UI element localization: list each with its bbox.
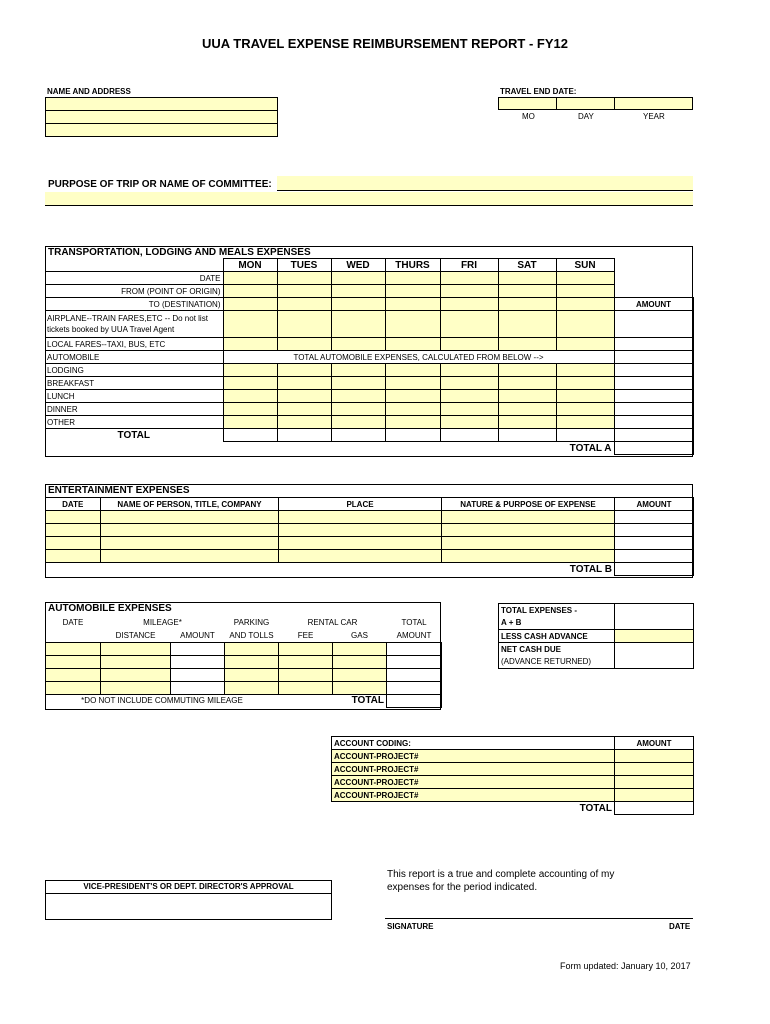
net-cash-due-label: NET CASH DUE — [499, 643, 615, 656]
auto-col-total-amount: AMOUNT — [396, 630, 432, 640]
transport-heading: TRANSPORTATION, LODGING AND MEALS EXPENSES — [48, 247, 311, 258]
input-cell[interactable] — [556, 377, 614, 390]
auto-col-mileage-amount: AMOUNT — [180, 630, 215, 640]
net-cash-due-value — [615, 643, 694, 669]
input-cell[interactable] — [46, 642, 101, 655]
row-dinner — [45, 403, 693, 416]
amount-cell — [614, 416, 693, 429]
row-from — [45, 285, 693, 298]
input-cell[interactable] — [223, 272, 277, 285]
row-label-local: LOCAL FARES--TAXI, BUS, ETC — [45, 338, 223, 351]
input-cell[interactable] — [331, 311, 385, 338]
signature-date-label: DATE — [669, 922, 691, 931]
ent-col-amount: AMOUNT — [615, 498, 694, 511]
input-cell[interactable] — [277, 298, 331, 311]
input-cell[interactable] — [331, 272, 385, 285]
input-cell[interactable] — [225, 655, 279, 668]
input-cell[interactable] — [385, 272, 440, 285]
input-cell[interactable] — [331, 364, 385, 377]
automobile-table — [45, 616, 442, 708]
row-local — [45, 338, 693, 351]
calc-cell — [387, 642, 442, 655]
amount-cell — [615, 511, 694, 524]
input-cell[interactable] — [498, 364, 556, 377]
coding-total-label: TOTAL — [579, 802, 612, 814]
total-cell — [277, 429, 331, 442]
input-cell[interactable] — [46, 550, 101, 563]
input-cell[interactable] — [46, 524, 101, 537]
input-cell[interactable] — [223, 377, 277, 390]
approval-label: VICE-PRESIDENT'S OR DEPT. DIRECTOR'S APPROVAL — [46, 881, 331, 894]
input-cell[interactable] — [331, 298, 385, 311]
input-cell[interactable] — [498, 403, 556, 416]
input-cell[interactable] — [556, 403, 614, 416]
day-sat: SAT — [498, 259, 556, 272]
travel-end-day-label: DAY — [578, 112, 594, 121]
row-lodging — [45, 364, 693, 377]
travel-end-year-label: YEAR — [643, 112, 665, 121]
day-fri: FRI — [440, 259, 498, 272]
signature-label: SIGNATURE — [387, 922, 434, 931]
row-label-to: TO (DESTINATION) — [45, 298, 223, 311]
total-expenses-value — [615, 604, 694, 630]
input-cell[interactable] — [556, 390, 614, 403]
transport-total-label: TOTAL — [117, 429, 150, 441]
ent-col-purpose: NATURE & PURPOSE OF EXPENSE — [442, 498, 615, 511]
ent-row — [46, 537, 694, 550]
row-label-date: DATE — [45, 272, 223, 285]
input-cell[interactable] — [440, 403, 498, 416]
total-cell — [331, 429, 385, 442]
input-cell[interactable] — [223, 311, 277, 338]
less-cash-advance-input[interactable] — [615, 630, 694, 643]
input-cell[interactable] — [279, 642, 333, 655]
input-cell[interactable] — [223, 390, 277, 403]
row-label-airplane: AIRPLANE--TRAIN FARES,ETC -- Do not list tickets booked by UUA Travel Agent — [45, 311, 223, 338]
input-cell[interactable] — [498, 390, 556, 403]
travel-end-day-field[interactable] — [557, 98, 615, 109]
account-amount-input[interactable] — [615, 789, 694, 802]
input-cell[interactable] — [277, 311, 331, 338]
purpose-field-line-2[interactable] — [45, 192, 693, 206]
input-cell[interactable] — [440, 298, 498, 311]
auto-row — [46, 681, 442, 694]
input-cell[interactable] — [101, 537, 279, 550]
input-cell[interactable] — [556, 285, 614, 298]
input-cell[interactable] — [385, 338, 440, 351]
calc-cell — [171, 642, 225, 655]
input-cell[interactable] — [101, 655, 171, 668]
input-cell[interactable] — [498, 285, 556, 298]
travel-end-date-label: TRAVEL END DATE: — [500, 87, 577, 96]
input-cell[interactable] — [556, 338, 614, 351]
name-address-fields — [45, 97, 278, 137]
row-to — [45, 298, 693, 311]
input-cell[interactable] — [101, 681, 171, 694]
input-cell[interactable] — [277, 364, 331, 377]
input-cell[interactable] — [333, 668, 387, 681]
row-total-a — [45, 442, 693, 455]
row-other — [45, 416, 693, 429]
account-project-row[interactable]: ACCOUNT-PROJECT# — [332, 789, 615, 802]
input-cell[interactable] — [385, 285, 440, 298]
input-cell[interactable] — [277, 403, 331, 416]
input-cell[interactable] — [279, 537, 442, 550]
day-wed: WED — [331, 259, 385, 272]
amount-cell — [614, 351, 693, 364]
row-label-dinner: DINNER — [45, 403, 223, 416]
input-cell[interactable] — [277, 377, 331, 390]
input-cell[interactable] — [46, 655, 101, 668]
purpose-label: PURPOSE OF TRIP OR NAME OF COMMITTEE: — [48, 179, 272, 190]
amount-cell — [614, 311, 693, 338]
row-breakfast — [45, 377, 693, 390]
account-coding-label: ACCOUNT CODING: — [332, 737, 615, 750]
ent-row-total-b — [46, 563, 694, 576]
input-cell[interactable] — [279, 681, 333, 694]
auto-row — [46, 668, 442, 681]
input-cell[interactable] — [277, 338, 331, 351]
approval-signature-field[interactable] — [46, 894, 331, 919]
auto-col-total: TOTAL — [401, 618, 427, 627]
calc-cell — [171, 668, 225, 681]
total-b-label: TOTAL B — [569, 563, 612, 575]
input-cell[interactable] — [101, 524, 279, 537]
auto-col-distance: DISTANCE — [115, 630, 156, 640]
total-cell — [440, 429, 498, 442]
ent-row — [46, 550, 694, 563]
travel-end-mo-label: MO — [522, 112, 535, 121]
auto-col-date: DATE — [62, 618, 84, 627]
commuting-note: *DO NOT INCLUDE COMMUTING MILEAGE — [81, 696, 243, 706]
amount-cell — [614, 390, 693, 403]
day-thurs: THURS — [385, 259, 440, 272]
ent-col-place: PLACE — [279, 498, 442, 511]
auto-row — [46, 655, 442, 668]
input-cell[interactable] — [556, 416, 614, 429]
total-expenses-label: TOTAL EXPENSES - — [499, 604, 615, 617]
input-cell[interactable] — [556, 298, 614, 311]
input-cell[interactable] — [498, 416, 556, 429]
row-label-breakfast: BREAKFAST — [45, 377, 223, 390]
account-amount-input[interactable] — [615, 763, 694, 776]
amount-cell — [614, 377, 693, 390]
certify-line-2: expenses for the period indicated. — [387, 882, 538, 893]
travel-end-month-field[interactable] — [499, 98, 557, 109]
input-cell[interactable] — [440, 390, 498, 403]
input-cell[interactable] — [331, 338, 385, 351]
automobile-heading: AUTOMOBILE EXPENSES — [48, 603, 172, 614]
input-cell[interactable] — [442, 524, 615, 537]
calc-cell — [171, 681, 225, 694]
row-automobile — [45, 351, 693, 364]
input-cell[interactable] — [498, 298, 556, 311]
account-amount-input[interactable] — [615, 776, 694, 789]
row-label-lodging: LODGING — [45, 364, 223, 377]
auto-col-mileage: MILEAGE* — [143, 618, 182, 627]
amount-cell — [614, 364, 693, 377]
input-cell[interactable] — [331, 416, 385, 429]
account-amount-input[interactable] — [615, 750, 694, 763]
auto-col-fee: FEE — [297, 630, 314, 640]
input-cell[interactable] — [498, 377, 556, 390]
account-coding-table — [331, 736, 694, 815]
input-cell[interactable] — [277, 285, 331, 298]
amount-cell — [614, 403, 693, 416]
input-cell[interactable] — [279, 524, 442, 537]
input-cell[interactable] — [279, 511, 442, 524]
input-cell[interactable] — [440, 416, 498, 429]
row-label-from: FROM (POINT OF ORIGIN) — [45, 285, 223, 298]
total-cell — [556, 429, 614, 442]
input-cell[interactable] — [385, 416, 440, 429]
input-cell[interactable] — [385, 377, 440, 390]
input-cell[interactable] — [385, 364, 440, 377]
input-cell[interactable] — [556, 364, 614, 377]
ent-col-person: NAME OF PERSON, TITLE, COMPANY — [101, 498, 279, 511]
auto-col-tolls: AND TOLLS — [229, 630, 274, 640]
input-cell[interactable] — [46, 537, 101, 550]
less-cash-advance-label: LESS CASH ADVANCE — [499, 630, 615, 643]
total-cell — [223, 429, 277, 442]
account-project-row[interactable]: ACCOUNT-PROJECT# — [332, 763, 615, 776]
ab-label: A + B — [499, 617, 615, 630]
input-cell[interactable] — [385, 298, 440, 311]
transport-table — [45, 258, 694, 455]
input-cell[interactable] — [101, 642, 171, 655]
auto-col-gas: GAS — [351, 630, 368, 640]
input-cell[interactable] — [277, 390, 331, 403]
input-cell[interactable] — [279, 668, 333, 681]
input-cell[interactable] — [223, 338, 277, 351]
input-cell[interactable] — [225, 642, 279, 655]
name-address-line-1[interactable] — [46, 98, 277, 111]
signature-line[interactable] — [385, 918, 693, 919]
input-cell[interactable] — [498, 338, 556, 351]
row-airplane — [45, 311, 693, 338]
total-cell — [385, 429, 440, 442]
row-lunch — [45, 390, 693, 403]
input-cell[interactable] — [442, 511, 615, 524]
input-cell[interactable] — [225, 668, 279, 681]
coding-total-value — [615, 802, 694, 815]
input-cell[interactable] — [385, 311, 440, 338]
advance-returned-label: (ADVANCE RETURNED) — [499, 656, 615, 669]
total-a-value — [614, 442, 693, 455]
calc-cell — [387, 655, 442, 668]
approval-box — [45, 880, 332, 920]
input-cell[interactable] — [101, 511, 279, 524]
form-updated-note: Form updated: January 10, 2017 — [560, 961, 691, 971]
input-cell[interactable] — [331, 403, 385, 416]
total-b-value — [615, 563, 694, 576]
input-cell[interactable] — [331, 377, 385, 390]
amount-cell — [615, 550, 694, 563]
entertainment-heading: ENTERTAINMENT EXPENSES — [48, 485, 190, 496]
account-project-row[interactable]: ACCOUNT-PROJECT# — [332, 776, 615, 789]
day-mon: MON — [223, 259, 277, 272]
input-cell[interactable] — [331, 390, 385, 403]
input-cell[interactable] — [331, 285, 385, 298]
travel-end-year-field[interactable] — [615, 98, 692, 109]
day-tues: TUES — [277, 259, 331, 272]
row-label-lunch: LUNCH — [45, 390, 223, 403]
calc-cell — [387, 681, 442, 694]
input-cell[interactable] — [442, 550, 615, 563]
name-address-label: NAME AND ADDRESS — [47, 87, 131, 96]
travel-end-date-fields — [498, 97, 693, 110]
input-cell[interactable] — [556, 272, 614, 285]
name-address-line-2[interactable] — [46, 111, 277, 124]
input-cell[interactable] — [440, 377, 498, 390]
input-cell[interactable] — [333, 681, 387, 694]
summary-table — [498, 603, 694, 669]
auto-row-total — [46, 694, 442, 707]
calc-cell — [387, 668, 442, 681]
input-cell[interactable] — [225, 681, 279, 694]
input-cell[interactable] — [498, 311, 556, 338]
input-cell[interactable] — [223, 285, 277, 298]
auto-total-note: TOTAL AUTOMOBILE EXPENSES, CALCULATED FROM BELOW --> — [223, 351, 614, 364]
input-cell[interactable] — [385, 390, 440, 403]
amount-cell — [615, 537, 694, 550]
account-project-row[interactable]: ACCOUNT-PROJECT# — [332, 750, 615, 763]
input-cell[interactable] — [279, 550, 442, 563]
input-cell[interactable] — [440, 285, 498, 298]
ent-row — [46, 511, 694, 524]
certify-line-1: This report is a true and complete accounting of my — [387, 869, 615, 880]
row-total — [45, 429, 693, 442]
input-cell[interactable] — [46, 668, 101, 681]
row-label-automobile: AUTOMOBILE — [45, 351, 223, 364]
row-label-other: OTHER — [45, 416, 223, 429]
ent-col-date: DATE — [46, 498, 101, 511]
amount-cell — [615, 524, 694, 537]
input-cell[interactable] — [440, 338, 498, 351]
input-cell[interactable] — [223, 298, 277, 311]
total-cell — [498, 429, 556, 442]
account-amount-header: AMOUNT — [615, 737, 694, 750]
name-address-line-3[interactable] — [46, 124, 277, 136]
form-title: UUA TRAVEL EXPENSE REIMBURSEMENT REPORT - FY12 — [202, 36, 568, 51]
purpose-field[interactable] — [277, 176, 693, 191]
input-cell[interactable] — [498, 272, 556, 285]
auto-col-parking: PARKING — [233, 618, 270, 627]
amount-cell — [614, 338, 693, 351]
input-cell[interactable] — [333, 642, 387, 655]
auto-total-label: TOTAL — [351, 695, 385, 707]
input-cell[interactable] — [333, 655, 387, 668]
input-cell[interactable] — [277, 272, 331, 285]
amount-header: AMOUNT — [614, 298, 693, 311]
input-cell[interactable] — [101, 668, 171, 681]
entertainment-table — [45, 497, 694, 576]
input-cell[interactable] — [385, 403, 440, 416]
total-a-label: TOTAL A — [569, 442, 612, 454]
day-sun: SUN — [556, 259, 614, 272]
auto-total-value — [387, 694, 442, 707]
input-cell[interactable] — [277, 416, 331, 429]
input-cell[interactable] — [440, 311, 498, 338]
input-cell[interactable] — [101, 550, 279, 563]
calc-cell — [171, 655, 225, 668]
auto-col-rental: RENTAL CAR — [307, 618, 358, 627]
input-cell[interactable] — [46, 681, 101, 694]
amount-cell — [614, 429, 693, 442]
input-cell[interactable] — [46, 511, 101, 524]
input-cell[interactable] — [223, 403, 277, 416]
input-cell[interactable] — [440, 272, 498, 285]
input-cell[interactable] — [223, 416, 277, 429]
ent-row — [46, 524, 694, 537]
auto-row — [46, 642, 442, 655]
input-cell[interactable] — [223, 364, 277, 377]
input-cell[interactable] — [279, 655, 333, 668]
row-date — [45, 272, 693, 285]
input-cell[interactable] — [440, 364, 498, 377]
input-cell[interactable] — [442, 537, 615, 550]
input-cell[interactable] — [556, 311, 614, 338]
